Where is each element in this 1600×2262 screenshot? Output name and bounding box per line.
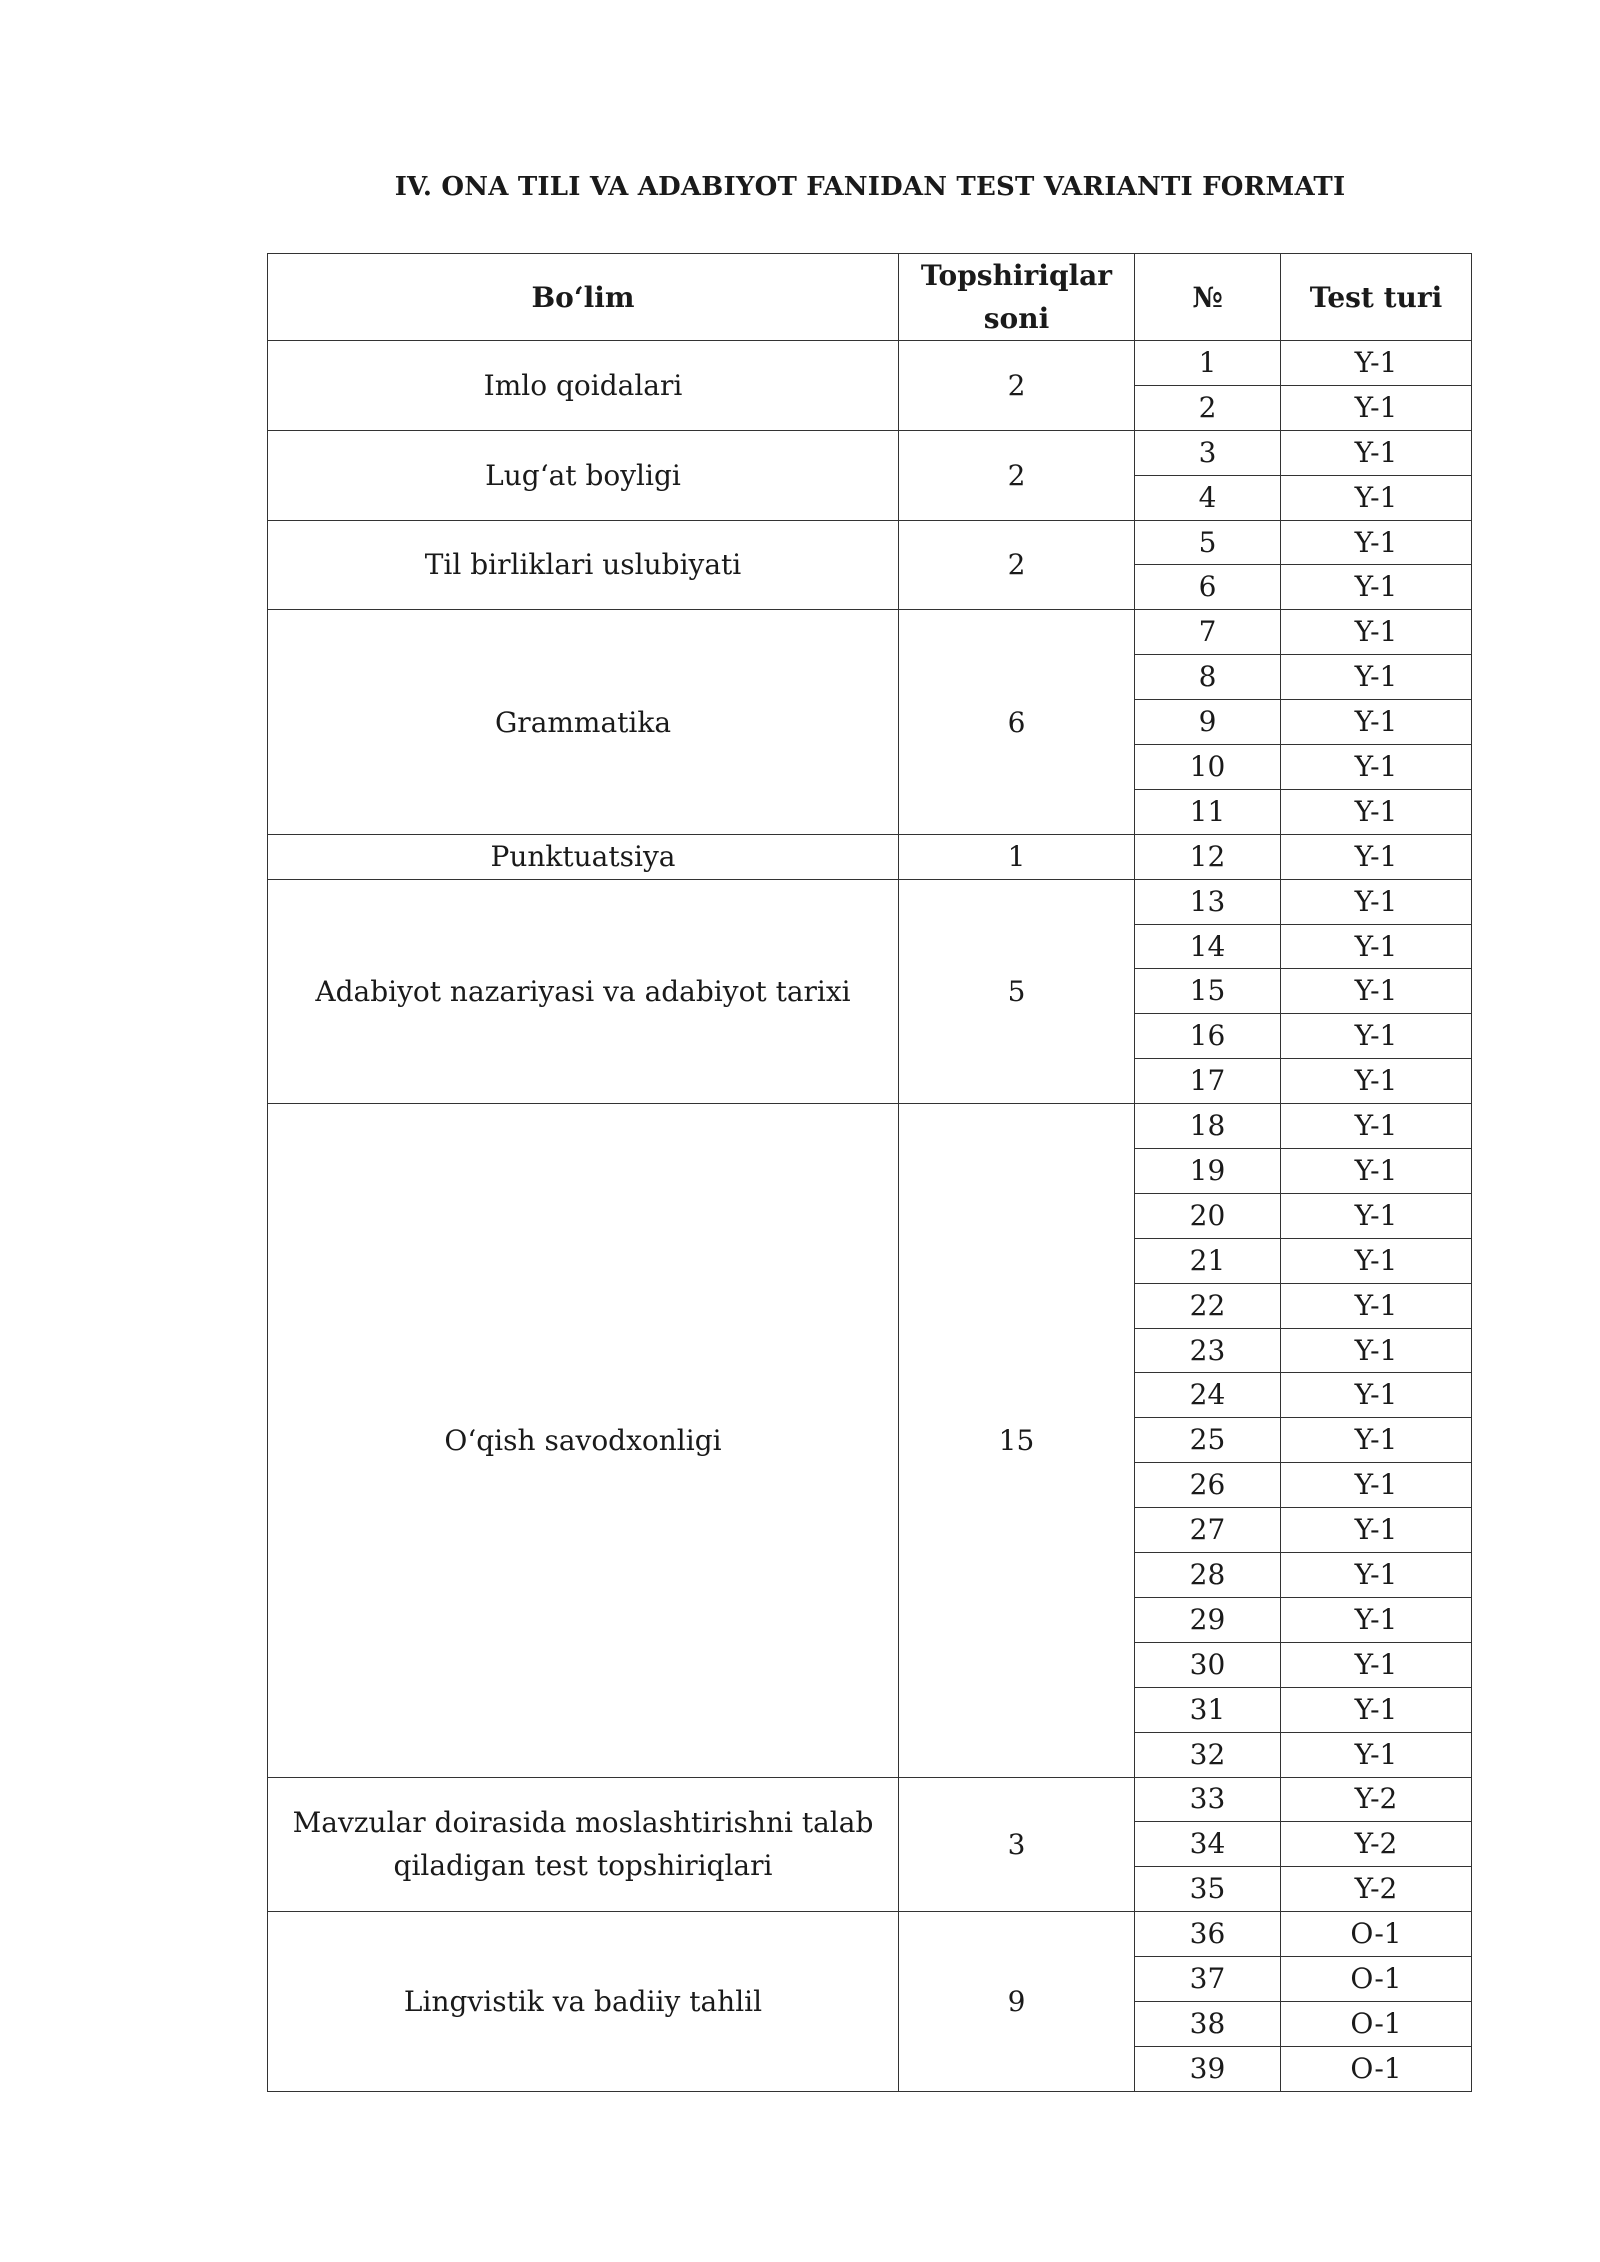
test-type-cell: Y-2 bbox=[1281, 1867, 1472, 1912]
test-type-cell: Y-1 bbox=[1281, 385, 1472, 430]
header-row bbox=[268, 254, 1472, 341]
test-type-cell: Y-1 bbox=[1281, 1283, 1472, 1328]
table-row bbox=[268, 610, 1472, 655]
header-number: № bbox=[1135, 254, 1281, 341]
task-number-cell: 12 bbox=[1135, 834, 1281, 879]
test-type-cell: Y-1 bbox=[1281, 879, 1472, 924]
task-number-cell: 4 bbox=[1135, 475, 1281, 520]
test-type-cell: Y-1 bbox=[1281, 1373, 1472, 1418]
test-type-cell: Y-1 bbox=[1281, 1642, 1472, 1687]
table-row bbox=[268, 430, 1472, 475]
task-number-cell: 2 bbox=[1135, 385, 1281, 430]
task-count-cell: 9 bbox=[899, 1912, 1135, 2092]
task-number-cell: 11 bbox=[1135, 789, 1281, 834]
test-type-cell: Y-1 bbox=[1281, 341, 1472, 386]
task-number-cell: 19 bbox=[1135, 1149, 1281, 1194]
test-type-cell: O-1 bbox=[1281, 2046, 1472, 2091]
task-number-cell: 10 bbox=[1135, 745, 1281, 790]
test-type-cell: Y-1 bbox=[1281, 475, 1472, 520]
task-number-cell: 30 bbox=[1135, 1642, 1281, 1687]
task-number-cell: 20 bbox=[1135, 1193, 1281, 1238]
test-type-cell: Y-2 bbox=[1281, 1822, 1472, 1867]
task-number-cell: 37 bbox=[1135, 1957, 1281, 2002]
test-type-cell: Y-1 bbox=[1281, 1418, 1472, 1463]
section-name-cell: Grammatika bbox=[268, 610, 899, 834]
section-name-cell: Punktuatsiya bbox=[268, 834, 899, 879]
task-number-cell: 28 bbox=[1135, 1553, 1281, 1598]
table-row bbox=[268, 1104, 1472, 1149]
test-type-cell: Y-1 bbox=[1281, 1553, 1472, 1598]
header-section: Bo‘lim bbox=[268, 254, 899, 341]
task-number-cell: 24 bbox=[1135, 1373, 1281, 1418]
table-row bbox=[268, 834, 1472, 879]
test-type-cell: Y-1 bbox=[1281, 1238, 1472, 1283]
task-count-cell: 2 bbox=[899, 341, 1135, 431]
test-type-cell: O-1 bbox=[1281, 1957, 1472, 2002]
test-type-cell: Y-1 bbox=[1281, 1508, 1472, 1553]
task-number-cell: 21 bbox=[1135, 1238, 1281, 1283]
task-count-cell: 3 bbox=[899, 1777, 1135, 1912]
section-name-cell: O‘qish savodxonligi bbox=[268, 1104, 899, 1777]
task-number-cell: 5 bbox=[1135, 520, 1281, 565]
test-type-cell: Y-2 bbox=[1281, 1777, 1472, 1822]
table-row bbox=[268, 341, 1472, 386]
task-number-cell: 39 bbox=[1135, 2046, 1281, 2091]
section-name-cell: Adabiyot nazariyasi va adabiyot tarixi bbox=[268, 879, 899, 1103]
task-number-cell: 34 bbox=[1135, 1822, 1281, 1867]
test-type-cell: Y-1 bbox=[1281, 789, 1472, 834]
section-name-cell: Mavzular doirasida moslashtirishni talab qiladigan test topshiriqlari bbox=[268, 1777, 899, 1912]
header-type: Test turi bbox=[1281, 254, 1472, 341]
test-type-cell: Y-1 bbox=[1281, 1463, 1472, 1508]
task-number-cell: 38 bbox=[1135, 2001, 1281, 2046]
table-row bbox=[268, 1777, 1472, 1822]
task-number-cell: 32 bbox=[1135, 1732, 1281, 1777]
section-name-cell: Til birliklari uslubiyati bbox=[268, 520, 899, 610]
task-count-cell: 2 bbox=[899, 520, 1135, 610]
task-count-cell: 1 bbox=[899, 834, 1135, 879]
table-row bbox=[268, 879, 1472, 924]
table-row bbox=[268, 1912, 1472, 1957]
task-number-cell: 22 bbox=[1135, 1283, 1281, 1328]
table-row bbox=[268, 520, 1472, 565]
task-number-cell: 18 bbox=[1135, 1104, 1281, 1149]
task-count-cell: 2 bbox=[899, 430, 1135, 520]
task-number-cell: 35 bbox=[1135, 1867, 1281, 1912]
task-number-cell: 25 bbox=[1135, 1418, 1281, 1463]
test-type-cell: Y-1 bbox=[1281, 565, 1472, 610]
test-type-cell: Y-1 bbox=[1281, 1328, 1472, 1373]
test-type-cell: Y-1 bbox=[1281, 745, 1472, 790]
task-number-cell: 29 bbox=[1135, 1597, 1281, 1642]
task-number-cell: 6 bbox=[1135, 565, 1281, 610]
section-name-cell: Imlo qoidalari bbox=[268, 341, 899, 431]
test-type-cell: Y-1 bbox=[1281, 969, 1472, 1014]
task-number-cell: 1 bbox=[1135, 341, 1281, 386]
section-name-cell: Lingvistik va badiiy tahlil bbox=[268, 1912, 899, 2092]
task-count-cell: 6 bbox=[899, 610, 1135, 834]
task-number-cell: 8 bbox=[1135, 655, 1281, 700]
test-type-cell: Y-1 bbox=[1281, 430, 1472, 475]
test-type-cell: Y-1 bbox=[1281, 610, 1472, 655]
task-number-cell: 14 bbox=[1135, 924, 1281, 969]
task-number-cell: 17 bbox=[1135, 1059, 1281, 1104]
test-type-cell: O-1 bbox=[1281, 2001, 1472, 2046]
task-number-cell: 33 bbox=[1135, 1777, 1281, 1822]
test-type-cell: O-1 bbox=[1281, 1912, 1472, 1957]
test-type-cell: Y-1 bbox=[1281, 1732, 1472, 1777]
test-type-cell: Y-1 bbox=[1281, 520, 1472, 565]
task-number-cell: 27 bbox=[1135, 1508, 1281, 1553]
table-body bbox=[268, 341, 1472, 2092]
task-number-cell: 16 bbox=[1135, 1014, 1281, 1059]
test-type-cell: Y-1 bbox=[1281, 924, 1472, 969]
task-number-cell: 7 bbox=[1135, 610, 1281, 655]
task-number-cell: 36 bbox=[1135, 1912, 1281, 1957]
test-type-cell: Y-1 bbox=[1281, 1149, 1472, 1194]
test-type-cell: Y-1 bbox=[1281, 834, 1472, 879]
test-type-cell: Y-1 bbox=[1281, 1687, 1472, 1732]
task-number-cell: 31 bbox=[1135, 1687, 1281, 1732]
test-type-cell: Y-1 bbox=[1281, 1014, 1472, 1059]
task-number-cell: 23 bbox=[1135, 1328, 1281, 1373]
test-format-table bbox=[267, 253, 1472, 2092]
task-count-cell: 5 bbox=[899, 879, 1135, 1103]
test-type-cell: Y-1 bbox=[1281, 700, 1472, 745]
task-count-cell: 15 bbox=[899, 1104, 1135, 1777]
task-number-cell: 15 bbox=[1135, 969, 1281, 1014]
table-header bbox=[268, 254, 1472, 341]
task-number-cell: 26 bbox=[1135, 1463, 1281, 1508]
task-number-cell: 9 bbox=[1135, 700, 1281, 745]
test-type-cell: Y-1 bbox=[1281, 1104, 1472, 1149]
test-type-cell: Y-1 bbox=[1281, 655, 1472, 700]
task-number-cell: 13 bbox=[1135, 879, 1281, 924]
page-title: IV. ONA TILI VA ADABIYOT FANIDAN TEST VARIANTI FORMATI bbox=[394, 172, 1346, 202]
test-type-cell: Y-1 bbox=[1281, 1193, 1472, 1238]
test-type-cell: Y-1 bbox=[1281, 1059, 1472, 1104]
section-name-cell: Lug‘at boyligi bbox=[268, 430, 899, 520]
test-type-cell: Y-1 bbox=[1281, 1597, 1472, 1642]
header-count: Topshiriqlar soni bbox=[899, 254, 1135, 341]
task-number-cell: 3 bbox=[1135, 430, 1281, 475]
